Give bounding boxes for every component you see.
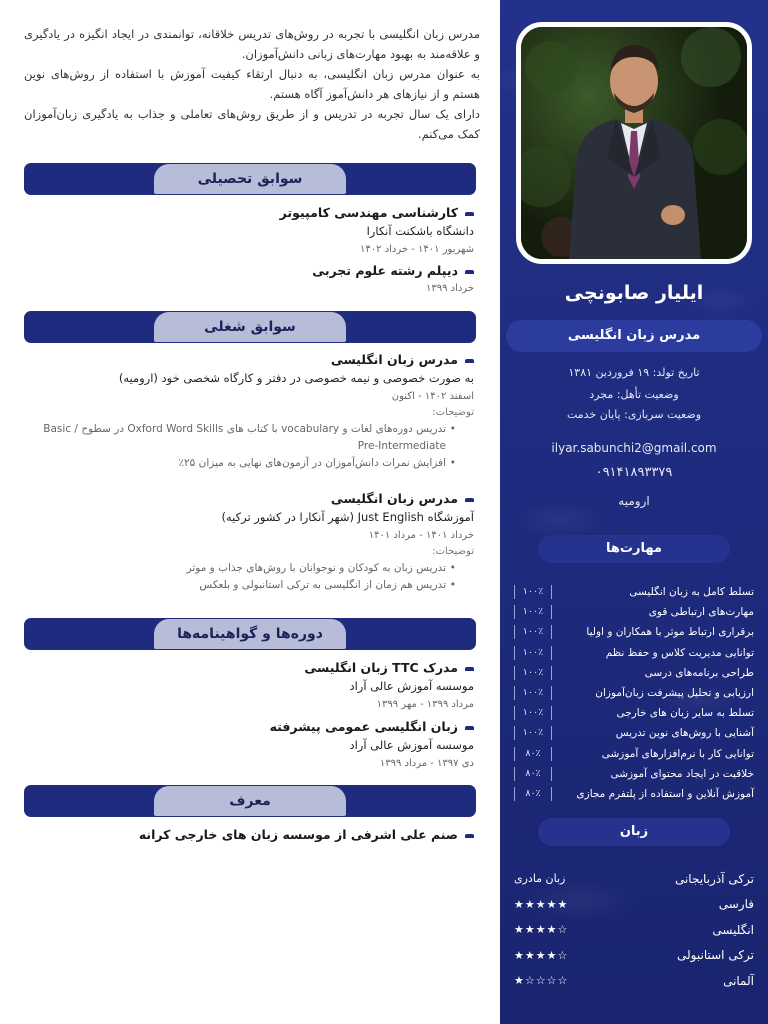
bullet-item: • افزایش نمرات دانش‌آموزان در آزمون‌های نهایی به میزان ۲۵٪ [34, 455, 456, 472]
language-name: ترکی آذربایجانی [674, 871, 754, 886]
skill-level: ۱۰۰٪ [514, 605, 552, 619]
skill-level: ۱۰۰٪ [514, 726, 552, 740]
skill-row [514, 723, 754, 743]
skill-name: طراحی برنامه‌های درسی [644, 666, 754, 679]
entry-date: شهریور ۱۴۰۱ - خرداد ۱۴۰۲ [360, 244, 474, 255]
skill-name: آشنایی با روش‌های نوین تدریس [615, 727, 754, 740]
entry-place: موسسه آموزش عالی آراد [349, 679, 474, 693]
entry-desc-label: توضیحات: [432, 407, 474, 418]
skill-row [514, 764, 754, 784]
skill-level: ۱۰۰٪ [514, 646, 552, 660]
language-row [514, 968, 754, 994]
skill-name: خلاقیت در ایجاد محتوای آموزشی [610, 767, 754, 780]
skill-row [514, 622, 754, 642]
star-rating-icon: ★★★★☆ [514, 948, 569, 962]
languages-list [514, 866, 754, 994]
skill-row [514, 643, 754, 663]
person-photo-icon [521, 27, 747, 259]
certificates-section-header [24, 618, 476, 650]
language-row [514, 892, 754, 918]
skill-row [514, 683, 754, 703]
skill-name: توانایی مدیریت کلاس و حفظ نظم [605, 646, 754, 659]
person-name: ایلیار صابونچی [564, 282, 704, 304]
education-entry [34, 204, 474, 258]
entry-bullets [34, 421, 474, 472]
language-row [514, 917, 754, 943]
entry-date: خرداد ۱۴۰۱ - مرداد ۱۴۰۱ [368, 530, 474, 541]
education-entry [34, 262, 474, 297]
sidebar [500, 0, 768, 1024]
entry-date: اسفند ۱۴۰۲ - اکنون [391, 391, 474, 402]
skill-name: تسلط به سایر زبان های خارجی [616, 707, 754, 720]
work-section-header [24, 311, 476, 343]
entry-desc-label: توضیحات: [432, 546, 474, 557]
certificate-entry [34, 659, 474, 713]
skill-row [514, 784, 754, 804]
skills-header: مهارت‌ها [538, 535, 730, 563]
language-row [514, 866, 754, 892]
language-level-text: زبان مادری [514, 872, 566, 886]
entry-place: آموزشگاه Just English (شهر آنکارا در کشور ترکیه) [221, 510, 474, 524]
military-status: وضعیت سربازی: پایان خدمت [566, 408, 702, 421]
certificate-entry [34, 718, 474, 772]
profile-photo [516, 22, 752, 264]
languages-header: زبان [538, 818, 730, 846]
language-row [514, 943, 754, 969]
skill-level: ۸۰٪ [514, 747, 552, 761]
star-rating-icon: ★★★★☆ [514, 923, 569, 937]
skill-row [514, 663, 754, 683]
city: ارومیه [618, 494, 650, 508]
entry-title: کارشناسی مهندسی کامپیوتر [34, 204, 474, 222]
skill-level: ۸۰٪ [514, 787, 552, 801]
email-link[interactable]: ilyar.sabunchi2@gmail.com [551, 441, 717, 455]
summary-paragraph: دارای یک سال تجربه در تدریس و از طریق روش‌های تعاملی و جذاب به یادگیری زبان‌آموزان کمک می‌کنم. [24, 107, 480, 141]
work-entry [34, 490, 474, 594]
summary-paragraph: مدرس زبان انگلیسی با تجربه در روش‌های تدریس خلاقانه، توانمندی در ایجاد انگیزه در یادگیری و علاقه‌مند به بهبود مهارت‌های زبانی دانش‌آموزان. [24, 27, 480, 61]
bullet-item: • تدریس هم زمان از انگلیسی به ترکی استانبولی و بلعکس [34, 577, 456, 594]
section-title: سوابق تحصیلی [154, 164, 346, 194]
job-title: مدرس زبان انگلیسی [506, 320, 762, 352]
entry-title: دیپلم رشته علوم تجربی [34, 262, 474, 280]
section-title: معرف [154, 786, 346, 816]
skill-row [514, 602, 754, 622]
skill-row [514, 582, 754, 602]
phone-number[interactable]: ۰۹۱۴۱۸۹۳۳۷۹ [595, 465, 673, 480]
entry-title: مدرک TTC زبان انگلیسی [34, 659, 474, 677]
reference-entry [34, 826, 474, 844]
entry-title: مدرس زبان انگلیسی [34, 351, 474, 369]
star-rating-icon: ★☆☆☆☆ [514, 974, 569, 988]
entry-bullets [34, 560, 474, 594]
entry-date: خرداد ۱۳۹۹ [425, 283, 474, 294]
skill-level: ۸۰٪ [514, 767, 552, 781]
skill-row [514, 744, 754, 764]
language-name: آلمانی [723, 973, 754, 988]
education-section-header [24, 163, 476, 195]
entry-place: موسسه آموزش عالی آراد [349, 738, 474, 752]
summary-paragraph: به عنوان مدرس زبان انگلیسی، به دنبال ارتقاء کیفیت آموزش با استفاده از روش‌های نوین هستم و از نیازهای هر دانش‌آموز آگاه هستم. [24, 67, 480, 101]
bullet-item: • تدریس دوره‌های لغات و vocabulary با کتاب های Oxford Word Skills در سطوح Basic / Pre-Intermediate [34, 421, 456, 455]
skill-name: آموزش آنلاین و استفاده از پلتفرم مجازی [576, 787, 754, 800]
skill-level: ۱۰۰٪ [514, 666, 552, 680]
star-rating-icon: ★★★★★ [514, 897, 569, 911]
entry-date: دی ۱۳۹۷ - مرداد ۱۳۹۹ [379, 758, 474, 769]
summary [24, 24, 480, 144]
skill-level: ۱۰۰٪ [514, 585, 552, 599]
section-title: سوابق شغلی [154, 312, 346, 342]
entry-title: زبان انگلیسی عمومی پیشرفته [34, 718, 474, 736]
entry-title: مدرس زبان انگلیسی [34, 490, 474, 508]
skill-row [514, 703, 754, 723]
entry-title: صنم علی اشرفی از موسسه زبان های خارجی کرانه [34, 826, 474, 844]
entry-date: مرداد ۱۳۹۹ - مهر ۱۳۹۹ [376, 699, 474, 710]
language-name: ترکی استانبولی [677, 948, 754, 963]
skill-level: ۱۰۰٪ [514, 686, 552, 700]
birth-date: تاریخ تولد: ۱۹ فروردین ۱۳۸۱ [568, 366, 700, 379]
skill-name: تسلط کامل به زبان انگلیسی [629, 586, 754, 599]
marital-status: وضعیت تأهل: مجرد [589, 388, 679, 401]
section-title: دوره‌ها و گواهینامه‌ها [154, 619, 346, 649]
work-entry [34, 351, 474, 472]
skills-list [514, 582, 754, 804]
skill-level: ۱۰۰٪ [514, 625, 552, 639]
skill-name: ارزیابی و تحلیل پیشرفت زبان‌آموزان [595, 687, 754, 700]
language-name: انگلیسی [712, 922, 754, 937]
language-name: فارسی [718, 897, 754, 912]
skill-name: برقراری ارتباط موثر با همکاران و اولیا [586, 626, 754, 639]
entry-place: دانشگاه باشکنت آنکارا [366, 224, 474, 238]
reference-section-header [24, 785, 476, 817]
skill-level: ۱۰۰٪ [514, 706, 552, 720]
entry-place: به صورت خصوصی و نیمه خصوصی در دفتر و کارگاه شخصی خود (ارومیه) [118, 371, 474, 385]
skill-name: توانایی کار با نرم‌افزارهای آموزشی [601, 747, 754, 760]
bullet-item: • تدریس زبان به کودکان و نوجوانان با روش‌های جذاب و موثر [34, 560, 456, 577]
skill-name: مهارت‌های ارتباطی قوی [648, 606, 754, 619]
